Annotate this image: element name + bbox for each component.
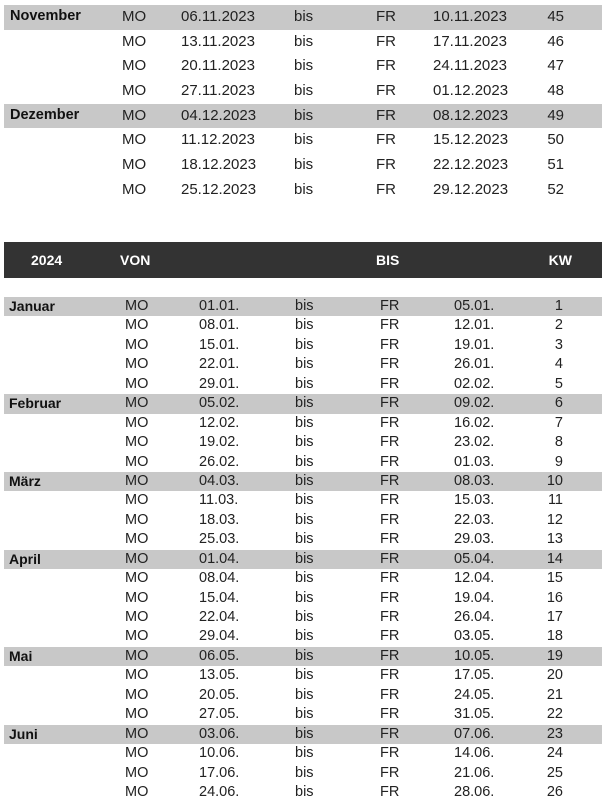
bis-date: 15.12.2023	[433, 131, 509, 149]
bis-weekday: FR	[380, 511, 400, 528]
bis-date: 19.01.	[454, 336, 495, 353]
week-number: 24	[546, 745, 563, 762]
bis-weekday: FR	[376, 156, 396, 174]
week-row	[4, 608, 602, 627]
week-number: 25	[546, 764, 563, 781]
bis-weekday: FR	[376, 57, 396, 75]
bis-date: 26.01.	[454, 356, 495, 373]
von-date: 10.06.	[199, 745, 240, 762]
bis-word: bis	[295, 706, 314, 723]
month-name: Februar	[9, 395, 62, 412]
bis-date: 09.02.	[454, 395, 495, 412]
week-row	[4, 30, 602, 55]
month-name: November	[10, 8, 81, 24]
bis-word: bis	[295, 570, 314, 587]
week-row	[4, 128, 602, 153]
bis-weekday: FR	[380, 317, 400, 334]
week-row	[4, 491, 602, 510]
month-start-row	[4, 725, 602, 744]
bis-date: 02.02.	[454, 375, 495, 392]
bis-date: 05.04.	[454, 550, 495, 567]
bis-date: 29.12.2023	[433, 180, 509, 198]
von-weekday: MO	[125, 531, 149, 548]
von-weekday: MO	[125, 706, 149, 723]
von-weekday: MO	[125, 395, 149, 412]
von-weekday: MO	[125, 609, 149, 625]
week-number: 1	[554, 298, 563, 314]
von-weekday: MO	[125, 647, 149, 664]
bis-weekday: FR	[380, 298, 400, 314]
von-date: 08.01.	[199, 317, 240, 334]
bis-weekday: FR	[380, 434, 400, 451]
bis-date: 10.05.	[454, 647, 495, 664]
week-number: 20	[546, 667, 563, 684]
von-weekday: MO	[125, 336, 149, 353]
bis-date: 03.05.	[454, 628, 495, 645]
week-row	[4, 178, 602, 204]
bis-word: bis	[295, 375, 314, 392]
bis-word: bis	[295, 492, 314, 509]
von-date: 22.04.	[199, 609, 240, 625]
bis-word: bis	[294, 82, 314, 100]
bis-word: bis	[294, 131, 314, 149]
month-start-row	[4, 297, 602, 316]
week-row	[4, 744, 602, 763]
bis-weekday: FR	[380, 356, 400, 373]
bis-date: 10.11.2023	[433, 8, 507, 25]
week-row	[4, 336, 602, 355]
month-name: April	[9, 550, 41, 567]
bis-word: bis	[295, 686, 314, 703]
bis-date: 12.01.	[454, 317, 495, 334]
bis-word: bis	[295, 356, 314, 373]
week-row	[4, 355, 602, 374]
bis-weekday: FR	[380, 570, 400, 587]
bis-weekday: FR	[380, 453, 400, 470]
von-date: 19.02.	[199, 434, 240, 451]
week-number: 7	[554, 414, 563, 431]
week-row	[4, 54, 602, 79]
week-number: 48	[547, 82, 564, 100]
bis-date: 08.03.	[454, 472, 495, 489]
month-name: Mai	[9, 647, 33, 664]
von-date: 06.11.2023	[181, 8, 255, 25]
week-number: 11	[547, 492, 563, 509]
month-start-row	[4, 472, 602, 491]
bis-weekday: FR	[380, 745, 400, 762]
bis-weekday: FR	[380, 336, 400, 353]
von-weekday: MO	[125, 492, 149, 509]
bis-word: bis	[295, 628, 314, 645]
week-number: 14	[546, 550, 563, 567]
week-row	[4, 783, 602, 802]
von-weekday: MO	[122, 156, 147, 174]
bis-word: bis	[295, 609, 314, 625]
von-weekday: MO	[122, 131, 147, 149]
von-weekday: MO	[125, 298, 149, 314]
von-date: 15.01.	[199, 336, 240, 353]
week-number: 12	[546, 511, 563, 528]
bis-date: 23.02.	[454, 434, 495, 451]
von-weekday: MO	[125, 570, 149, 587]
bis-weekday: FR	[380, 609, 400, 625]
month-start-row	[4, 394, 602, 413]
week-row	[4, 764, 602, 783]
bis-weekday: FR	[376, 131, 396, 149]
week-number: 23	[546, 725, 563, 742]
bis-weekday: FR	[380, 472, 400, 489]
week-number: 51	[547, 156, 564, 174]
bis-word: bis	[295, 298, 314, 314]
month-name: März	[9, 472, 41, 489]
calendar-weeks-2024-table	[4, 297, 602, 802]
von-weekday: MO	[125, 725, 149, 742]
von-date: 20.05.	[199, 686, 240, 703]
bis-weekday: FR	[380, 686, 400, 703]
week-row	[4, 153, 602, 178]
week-row	[4, 511, 602, 530]
year-label: 2024	[31, 252, 63, 268]
von-date: 25.03.	[199, 531, 240, 548]
week-row	[4, 627, 602, 646]
bis-weekday: FR	[376, 180, 396, 198]
week-row	[4, 705, 602, 724]
week-row	[4, 433, 602, 452]
bis-date: 17.05.	[454, 667, 495, 684]
bis-date: 16.02.	[454, 414, 495, 431]
week-number: 45	[547, 8, 564, 25]
bis-date: 07.06.	[454, 725, 495, 742]
von-date: 25.12.2023	[181, 180, 257, 198]
bis-word: bis	[294, 57, 314, 75]
week-row	[4, 686, 602, 705]
week-number: 47	[547, 57, 564, 75]
week-number: 10	[546, 472, 563, 489]
week-number: 49	[547, 106, 564, 124]
week-row	[4, 666, 602, 685]
bis-weekday: FR	[380, 395, 400, 412]
week-row	[4, 530, 602, 549]
von-date: 29.01.	[199, 375, 240, 392]
week-number: 17	[546, 609, 563, 625]
bis-word: bis	[294, 8, 314, 25]
month-name: Dezember	[10, 106, 80, 123]
week-number: 13	[546, 531, 563, 548]
bis-word: bis	[295, 434, 314, 451]
von-weekday: MO	[122, 8, 147, 25]
bis-word: bis	[294, 180, 314, 198]
week-number: 4	[554, 356, 563, 373]
bis-word: bis	[295, 764, 314, 781]
bis-word: bis	[295, 317, 314, 334]
week-number: 9	[554, 453, 563, 470]
von-date: 17.06.	[199, 764, 240, 781]
von-date: 26.02.	[199, 453, 240, 470]
von-date: 22.01.	[199, 356, 240, 373]
bis-word: bis	[294, 106, 314, 124]
von-date: 08.04.	[199, 570, 240, 587]
bis-date: 28.06.	[454, 783, 495, 800]
von-date: 01.04.	[199, 550, 240, 567]
von-date: 04.12.2023	[181, 106, 257, 124]
week-number: 6	[554, 395, 563, 412]
von-weekday: MO	[125, 472, 149, 489]
bis-date: 22.12.2023	[433, 156, 509, 174]
bis-word: bis	[295, 725, 314, 742]
von-date: 04.03.	[199, 472, 240, 489]
bis-word: bis	[295, 336, 314, 353]
month-name: Juni	[9, 725, 38, 742]
bis-date: 31.05.	[454, 706, 495, 723]
bis-weekday: FR	[380, 550, 400, 567]
week-number: 8	[554, 434, 563, 451]
von-date: 13.05.	[199, 667, 240, 684]
bis-word: bis	[295, 395, 314, 412]
von-weekday: MO	[122, 57, 147, 75]
bis-word: bis	[294, 156, 314, 174]
bis-weekday: FR	[380, 783, 400, 800]
bis-date: 12.04.	[454, 570, 495, 587]
bis-date: 01.03.	[454, 453, 495, 470]
von-weekday: MO	[125, 414, 149, 431]
month-start-row	[4, 550, 602, 569]
von-weekday: MO	[125, 356, 149, 373]
bis-word: bis	[295, 550, 314, 567]
week-number: 3	[554, 336, 563, 353]
week-number: 50	[547, 131, 564, 149]
week-number: 2	[554, 317, 563, 334]
week-number: 19	[546, 647, 563, 664]
year-header-bar	[4, 242, 602, 278]
von-date: 15.04.	[199, 589, 240, 606]
bis-weekday: FR	[380, 725, 400, 742]
bis-weekday: FR	[376, 82, 396, 100]
bis-word: bis	[295, 453, 314, 470]
bis-date: 01.12.2023	[433, 82, 509, 100]
von-date: 20.11.2023	[181, 57, 255, 75]
bis-column-header: BIS	[376, 252, 400, 268]
von-date: 06.05.	[199, 647, 240, 664]
von-weekday: MO	[125, 511, 149, 528]
calendar-weeks-2023-table	[4, 5, 602, 204]
bis-date: 05.01.	[454, 298, 495, 314]
week-number: 52	[547, 180, 564, 198]
von-date: 27.11.2023	[181, 82, 255, 100]
week-number: 15	[546, 570, 563, 587]
bis-weekday: FR	[376, 8, 396, 25]
bis-date: 21.06.	[454, 764, 495, 781]
bis-weekday: FR	[380, 764, 400, 781]
week-row	[4, 569, 602, 588]
von-weekday: MO	[125, 764, 149, 781]
von-date: 27.05.	[199, 706, 240, 723]
bis-date: 26.04.	[454, 609, 495, 625]
von-date: 11.03.	[199, 492, 239, 509]
bis-word: bis	[294, 32, 314, 50]
bis-word: bis	[295, 783, 314, 800]
bis-weekday: FR	[380, 375, 400, 392]
von-weekday: MO	[125, 317, 149, 334]
week-row	[4, 375, 602, 394]
bis-date: 24.05.	[454, 686, 495, 703]
von-weekday: MO	[125, 550, 149, 567]
bis-date: 24.11.2023	[433, 57, 507, 75]
bis-date: 15.03.	[454, 492, 495, 509]
week-number: 22	[546, 706, 563, 723]
bis-weekday: FR	[376, 106, 396, 124]
week-row	[4, 316, 602, 335]
von-date: 12.02.	[199, 414, 240, 431]
month-start-row	[4, 5, 602, 30]
von-weekday: MO	[125, 686, 149, 703]
bis-weekday: FR	[380, 628, 400, 645]
week-number: 16	[546, 589, 563, 606]
bis-word: bis	[295, 745, 314, 762]
kw-column-header: KW	[548, 252, 572, 268]
bis-weekday: FR	[380, 647, 400, 664]
week-row	[4, 453, 602, 472]
week-row	[4, 414, 602, 433]
bis-weekday: FR	[380, 492, 400, 509]
bis-weekday: FR	[380, 531, 400, 548]
bis-date: 29.03.	[454, 531, 495, 548]
week-number: 26	[546, 783, 563, 800]
von-weekday: MO	[122, 106, 147, 124]
week-number: 46	[547, 32, 564, 50]
bis-weekday: FR	[380, 414, 400, 431]
bis-word: bis	[295, 472, 314, 489]
month-start-row	[4, 647, 602, 666]
bis-word: bis	[295, 667, 314, 684]
bis-date: 08.12.2023	[433, 106, 509, 124]
von-weekday: MO	[125, 745, 149, 762]
month-start-row	[4, 104, 602, 129]
von-date: 05.02.	[199, 395, 240, 412]
week-number: 5	[554, 375, 563, 392]
von-weekday: MO	[125, 453, 149, 470]
von-date: 13.11.2023	[181, 32, 255, 50]
von-weekday: MO	[125, 375, 149, 392]
bis-date: 19.04.	[454, 589, 495, 606]
von-date: 24.06.	[199, 783, 240, 800]
bis-date: 14.06.	[454, 745, 495, 762]
von-weekday: MO	[125, 434, 149, 451]
bis-word: bis	[295, 589, 314, 606]
von-weekday: MO	[122, 32, 147, 50]
week-row	[4, 589, 602, 608]
von-weekday: MO	[122, 180, 147, 198]
von-weekday: MO	[125, 589, 149, 606]
bis-weekday: FR	[380, 667, 400, 684]
von-weekday: MO	[125, 667, 149, 684]
von-date: 18.03.	[199, 511, 240, 528]
von-weekday: MO	[125, 783, 149, 800]
bis-date: 17.11.2023	[433, 32, 507, 50]
month-name: Januar	[9, 298, 55, 314]
week-number: 18	[546, 628, 563, 645]
von-date: 29.04.	[199, 628, 240, 645]
bis-date: 22.03.	[454, 511, 495, 528]
bis-weekday: FR	[376, 32, 396, 50]
von-weekday: MO	[125, 628, 149, 645]
bis-weekday: FR	[380, 589, 400, 606]
von-weekday: MO	[122, 82, 147, 100]
bis-word: bis	[295, 511, 314, 528]
von-date: 01.01.	[199, 298, 240, 314]
bis-word: bis	[295, 531, 314, 548]
week-number: 21	[546, 686, 563, 703]
bis-weekday: FR	[380, 706, 400, 723]
von-date: 11.12.2023	[181, 131, 255, 149]
von-date: 18.12.2023	[181, 156, 257, 174]
von-column-header: VON	[120, 252, 151, 268]
bis-word: bis	[295, 647, 314, 664]
week-row	[4, 79, 602, 104]
von-date: 03.06.	[199, 725, 240, 742]
bis-word: bis	[295, 414, 314, 431]
